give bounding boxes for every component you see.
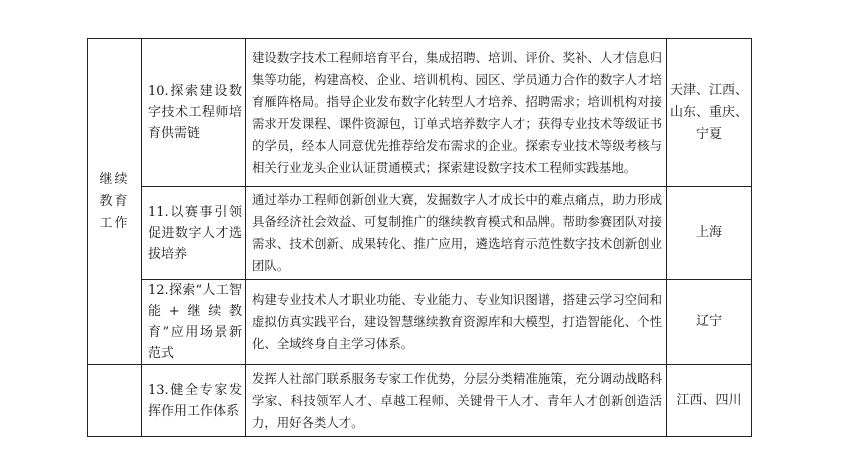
region-cell bbox=[667, 365, 752, 437]
category-cell-empty bbox=[88, 365, 142, 437]
item-title: 12.探索“人工智能+继续教育”应用场景新范式 bbox=[142, 280, 246, 365]
item-title: 13.健全专家发挥作用工作体系 bbox=[142, 365, 246, 437]
table-row bbox=[88, 39, 752, 187]
table-row bbox=[88, 280, 752, 365]
category-line: 继续 bbox=[99, 171, 130, 187]
category-cell bbox=[88, 39, 142, 365]
region-line: 辽宁 bbox=[695, 314, 722, 329]
item-description: 构建专业技术人才职业功能、专业能力、专业知识图谱，搭建云学习空间和虚拟仿真实践平台，建设智慧继续教育资源库和大模型，打造智能化、个性化、全域终身自主学习体系。 bbox=[246, 280, 667, 365]
category-line: 教育 bbox=[99, 193, 130, 209]
region-line: 山东、重庆、 bbox=[669, 104, 748, 120]
region-cell bbox=[667, 187, 752, 280]
region-cell bbox=[667, 39, 752, 187]
item-description: 建设数字技术工程师培育平台，集成招聘、培训、评价、奖补、人才信息归集等功能，构建高校、企业、培训机构、园区、学员通力合作的数字人才培育雁阵格局。指导企业发布数字化转型人才培养、招聘需求；培训机构对接需求开发课程、课件资源包，订单式培养数字人才；获得专业技术等级证书的学员，经本人同意优先推荐给发布需求的企业。探索专业技术等级考核与相关行业龙头企业认证贯通模式；探索建设数字技术工程师实践基地。 bbox=[246, 39, 667, 187]
region-line: 上海 bbox=[695, 225, 722, 240]
category-line: 工作 bbox=[99, 215, 130, 231]
item-title: 10.探索建设数字技术工程师培育供需链 bbox=[142, 39, 246, 187]
region-line: 天津、江西、 bbox=[669, 82, 748, 98]
item-description: 通过举办工程师创新创业大赛，发掘数字人才成长中的难点痛点，助力形成具备经济社会效益、可复制推广的继续教育模式和品牌。帮助参赛团队对接需求、技术创新、成果转化、推广应用，遴选培育示范性数字技术创新创业团队。 bbox=[246, 187, 667, 280]
region-line: 江西、四川 bbox=[676, 392, 742, 408]
region-line: 宁夏 bbox=[695, 126, 722, 142]
policy-table bbox=[87, 38, 752, 437]
table-row bbox=[88, 365, 752, 437]
item-description: 发挥人社部门联系服务专家工作优势，分层分类精准施策，充分调动战略科学家、科技领军人才、卓越工程师、关键骨干人才、青年人才创新创造活力，用好各类人才。 bbox=[246, 365, 667, 437]
item-title: 11.以赛事引领促进数字人才选拔培养 bbox=[142, 187, 246, 280]
table-row bbox=[88, 187, 752, 280]
region-cell bbox=[667, 280, 752, 365]
